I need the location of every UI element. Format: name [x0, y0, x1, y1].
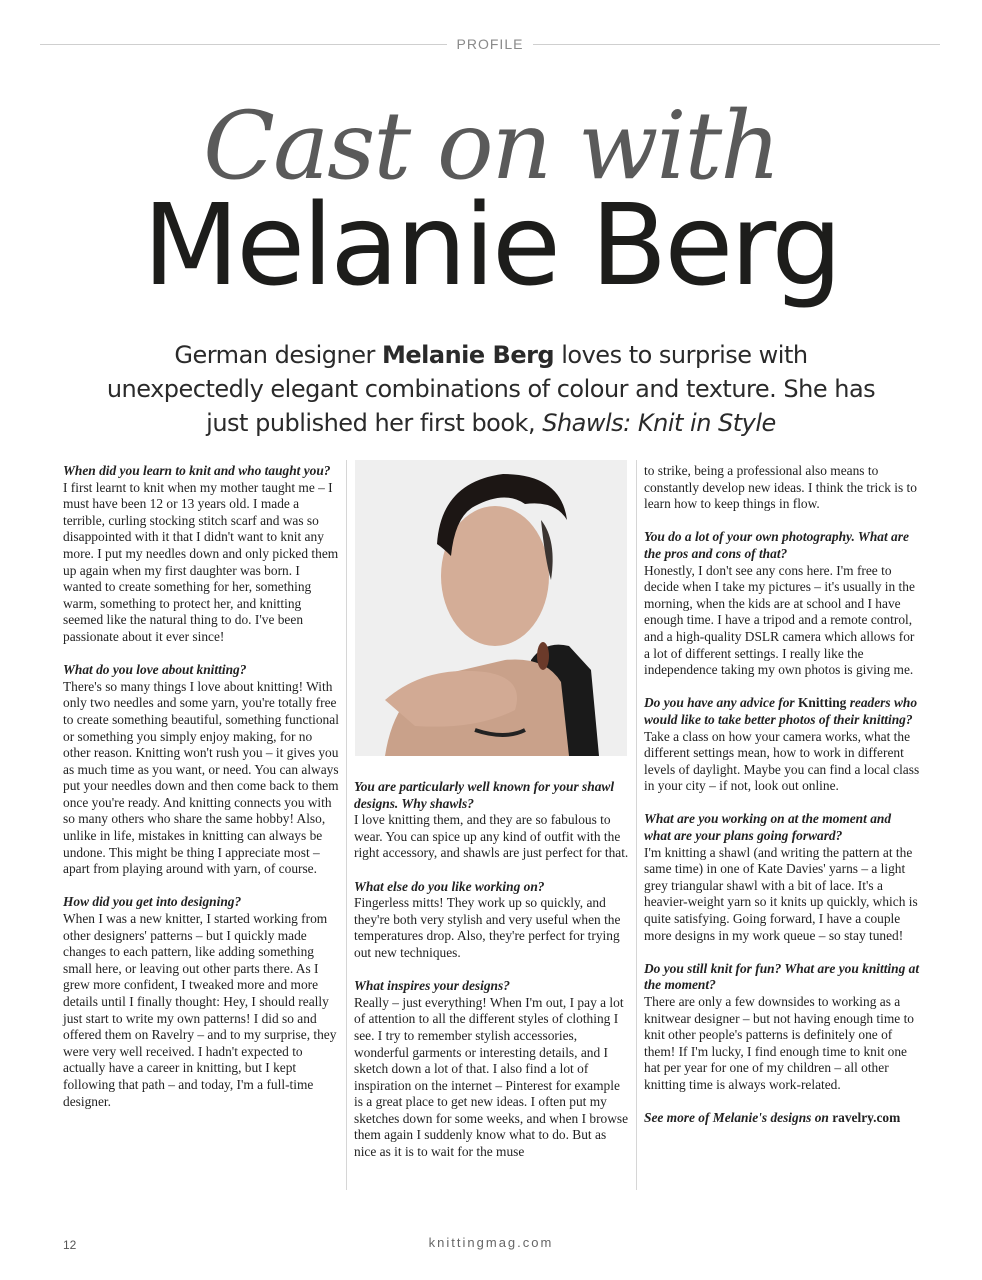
portrait-photo: [355, 460, 627, 756]
answer: Take a class on how your camera works, what the different settings mean, how to work in different levels of daylight. Maybe you can find a local class in your city – if not, look out online.: [644, 728, 920, 794]
column-divider-2: [636, 460, 637, 1190]
column-divider-1: [346, 460, 347, 1190]
signoff-text: See more of Melanie's designs on: [644, 1110, 833, 1126]
magazine-name: Knitting: [797, 695, 847, 711]
header-rule-right: [533, 44, 940, 45]
question: What inspires your designs?: [354, 978, 510, 994]
standfirst-name: Melanie Berg: [382, 341, 555, 369]
column-3: [644, 463, 920, 1127]
question: You are particularly well known for your shawl designs. Why shawls?: [354, 779, 615, 811]
question: You do a lot of your own photography. What are the pros and cons of that?: [644, 529, 909, 561]
question-part: Do you have any advice for: [644, 695, 798, 711]
answer: I first learnt to knit when my mother taught me – I must have been 12 or 13 years old. I made a terrible, curling stocking stitch scarf and was so disappointed with it that I didn't want to knit any more. I put my needles down and only picked them up again when my first daughter was born. I wanted to create something for her, something warm, something to protect her, and knitting seemed like the natural thing to do. I've been passionate about it ever since!: [63, 479, 339, 644]
footer-website: knittingmag.com: [428, 1235, 554, 1250]
answer: I love knitting them, and they are so fabulous to wear. You can spice up any kind of outfit with the right accessory, and shawls are just perfect for that.: [354, 812, 629, 861]
column-1: [63, 463, 339, 1127]
signoff-site: ravelry.com: [832, 1110, 901, 1126]
section-header: [40, 34, 940, 54]
question: What are you working on at the moment and what are your plans going forward?: [644, 811, 892, 844]
header-rule-left: [40, 44, 447, 45]
question: What do you love about knitting?: [63, 662, 247, 678]
answer: There's so many things I love about knitting! With only two needles and some yarn, you're totally free to create something beautiful, something functional or something you simply enjoy making, for no other reason. Knitting won't rush you – it gives you as much time as you want, or need. You can always put your needles down and then come back to them once you're ready. And knitting connects you with so many others who share the same hobby! Also, unlike in life, mistakes in knitting can always be undone. This might be thing I appreciate most – apart from playing around with yarn, of course.: [63, 678, 339, 877]
answer: When I was a new knitter, I started working from other designers' patterns – but I quickly made changes to each pattern, like adding something small here, or leaving out other parts there. As I grew more confident, I tweaked more and more details until I finally thought: Hey, I should really just start to write my own patterns! I did so and offered them on Ravelry – and to my surprise, they were very well received. I hadn't expected to actually have a career in knitting, but I kept following that path – and today, I'm a full-time designer.: [63, 911, 337, 1109]
question: Do you still knit for fun? What are you knitting at the moment?: [644, 960, 920, 993]
question: [644, 695, 920, 728]
standfirst-body: loves to surprise with unexpectedly elegant combinations of colour and texture. She has just published her first book,: [106, 341, 876, 437]
standfirst-intro: German designer: [174, 341, 382, 369]
answer: There are only a few downsides to working as a knitwear designer – but not having enough time to knit other people's patterns is definitely one of them! If I'm lucky, I find enough time to knit one hat per year for one of my children – all other knitting time is always work-related.: [644, 994, 914, 1092]
title-script: Cast on with: [203, 92, 779, 201]
title-main: Melanie Berg: [142, 181, 840, 311]
standfirst-book-title: Shawls: Knit in Style: [542, 409, 776, 437]
portrait-illustration: [355, 460, 627, 756]
standfirst: [100, 338, 882, 440]
question: When did you learn to knit and who taught you?: [63, 463, 331, 478]
page-number: 12: [63, 1238, 77, 1252]
signoff: [644, 1110, 920, 1127]
answer: Honestly, I don't see any cons here. I'm free to decide when I take my pictures – it's usually in the morning, when the kids are at school and I have enough time. I have a tripod and a remote control, and a high-quality DSLR camera which allows for a lot of different settings. I really like the independence taking my own photos is giving me.: [644, 562, 915, 678]
answer: I'm knitting a shawl (and writing the pattern at the same time) in one of Kate Davies' yarns – a light grey triangular shawl with a bit of lace. It's a heavier-weight yarn so it knits up quickly, which is quite satisfying. Going forward, I have a couple more designs in my work queue – so stay tuned!: [644, 844, 918, 943]
answer: Fingerless mitts! They work up so quickly, and they're both very stylish and very useful when the temperatures drop. Also, they're perfect for trying out new techniques.: [354, 895, 621, 960]
question-part: readers who would like to take better photos of their knitting?: [644, 695, 918, 727]
section-label: PROFILE: [456, 36, 524, 52]
question: How did you get into designing?: [63, 894, 242, 910]
answer: Really – just everything! When I'm out, I pay a lot of attention to all the different styles of clothing I see. I try to remember stylish accessories, wonderful garments or interesting details, and I sketch down a lot of that. I also find a lot of inspiration on the internet – Pinterest for example is a great place to get new ideas. I often put my sketches down for some weeks, and when I browse them again I suddenly know what to do. But as nice as it is to wait for the muse: [354, 994, 629, 1160]
question: What else do you like working on?: [354, 878, 545, 894]
answer-continuation: to strike, being a professional also means to constantly develop new ideas. I think the trick is to learn how to keep things in flow.: [644, 463, 917, 512]
column-2: [354, 779, 630, 1161]
